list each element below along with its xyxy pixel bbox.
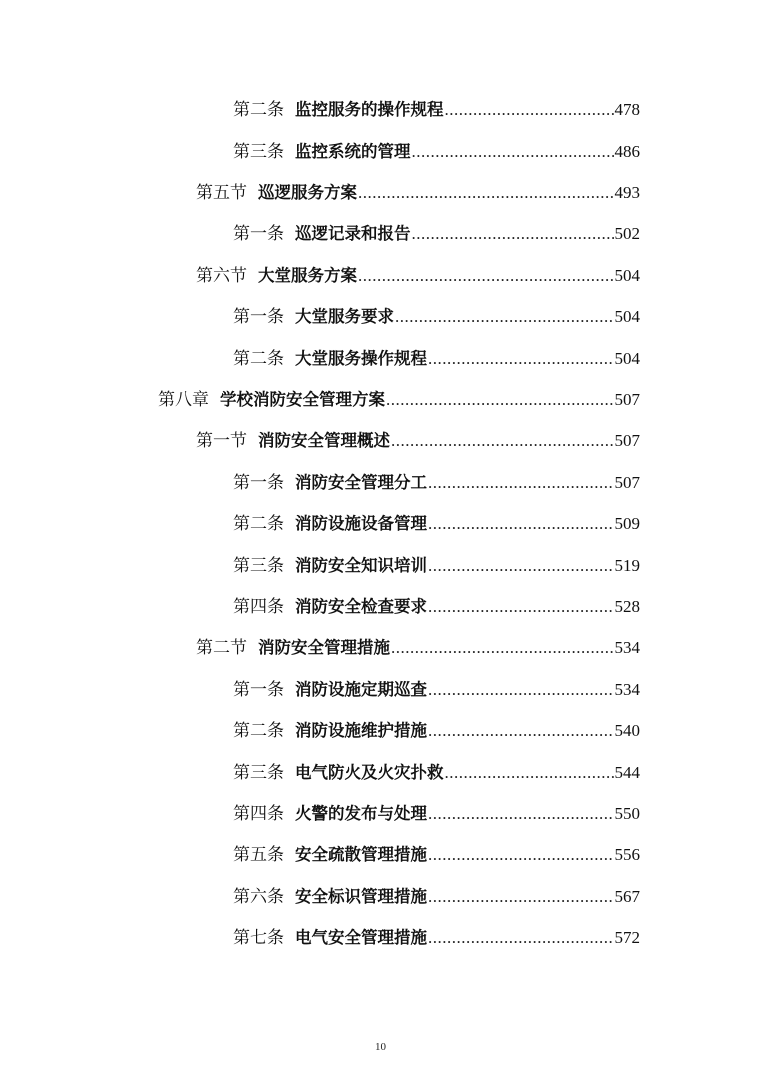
toc-entry <box>233 761 640 785</box>
toc-entry-number: 第一节 <box>196 431 247 451</box>
toc-entry-page: 504 <box>614 307 640 326</box>
toc-entry <box>233 595 640 619</box>
toc-entry-number: 第一条 <box>233 473 284 493</box>
toc-entry-number: 第三条 <box>233 142 284 162</box>
toc-entry-number: 第三条 <box>233 763 284 783</box>
toc-entry-title: 消防安全管理概述 <box>258 431 390 450</box>
toc-entry-page: 519 <box>614 556 640 575</box>
toc-entry-page: 572 <box>614 928 640 947</box>
toc-entry <box>233 885 640 909</box>
toc-entry-page: 507 <box>614 431 640 450</box>
toc-entry-title: 消防安全知识培训 <box>295 556 427 575</box>
toc-dot-leader <box>412 222 614 246</box>
toc-entry-number: 第五条 <box>233 845 284 865</box>
toc-dot-leader <box>428 347 614 371</box>
toc-entry-page: 507 <box>614 390 640 409</box>
toc-dot-leader <box>428 471 614 495</box>
toc-entry-page: 502 <box>614 224 640 243</box>
toc-entry-page: 507 <box>614 473 640 492</box>
toc-dot-leader <box>445 761 614 785</box>
toc-entry <box>233 98 640 122</box>
toc-entry-title: 学校消防安全管理方案 <box>220 390 385 409</box>
toc-entry <box>233 140 640 164</box>
toc-entry-number: 第二条 <box>233 514 284 534</box>
toc-entry-title: 电气防火及火灾扑救 <box>295 763 444 782</box>
toc-entry-page: 478 <box>614 100 640 119</box>
toc-dot-leader <box>428 885 614 909</box>
toc-entry <box>233 471 640 495</box>
toc-entry <box>233 843 640 867</box>
toc-entry-number: 第六节 <box>196 266 247 286</box>
toc-entry-page: 550 <box>614 804 640 823</box>
toc-dot-leader <box>386 388 614 412</box>
toc-entry-page: 534 <box>614 638 640 657</box>
toc-dot-leader <box>428 678 614 702</box>
toc-entry <box>233 554 640 578</box>
toc-entry-title: 大堂服务要求 <box>295 307 394 326</box>
toc-entry-number: 第一条 <box>233 224 284 244</box>
toc-dot-leader <box>358 264 614 288</box>
toc-entry <box>158 388 640 412</box>
toc-entry <box>233 678 640 702</box>
toc-entry-page: 540 <box>614 721 640 740</box>
toc-entry-number: 第八章 <box>158 390 209 410</box>
toc-dot-leader <box>445 98 614 122</box>
toc-entry-title: 消防设施维护措施 <box>295 721 427 740</box>
toc-entry-number: 第三条 <box>233 556 284 576</box>
toc-entry-title: 消防安全管理分工 <box>295 473 427 492</box>
toc-entry-number: 第二条 <box>233 721 284 741</box>
toc-entry-title: 消防设施定期巡查 <box>295 680 427 699</box>
toc-entry-title: 巡逻记录和报告 <box>295 224 411 243</box>
toc-entry-page: 504 <box>614 266 640 285</box>
toc-dot-leader <box>428 595 614 619</box>
toc-dot-leader <box>428 512 614 536</box>
toc-entry-page: 493 <box>614 183 640 202</box>
toc-entry-number: 第二条 <box>233 100 284 120</box>
toc-entry-page: 486 <box>614 142 640 161</box>
toc-entry <box>233 802 640 826</box>
toc-entry-title: 监控系统的管理 <box>295 142 411 161</box>
toc-entry-number: 第六条 <box>233 887 284 907</box>
toc-entry-page: 567 <box>614 887 640 906</box>
toc-entry-number: 第一条 <box>233 307 284 327</box>
toc-entry-number: 第二节 <box>196 638 247 658</box>
toc-dot-leader <box>391 429 614 453</box>
toc-entry-title: 消防设施设备管理 <box>295 514 427 533</box>
toc-entry-number: 第四条 <box>233 804 284 824</box>
toc-entry <box>233 719 640 743</box>
toc-dot-leader <box>428 802 614 826</box>
toc-entry-title: 大堂服务方案 <box>258 266 357 285</box>
toc-entry-page: 534 <box>614 680 640 699</box>
toc-entry <box>233 347 640 371</box>
toc-entry-title: 安全疏散管理措施 <box>295 845 427 864</box>
toc-entry-title: 消防安全管理措施 <box>258 638 390 657</box>
toc-entry-number: 第二条 <box>233 349 284 369</box>
toc-entry <box>196 264 640 288</box>
toc-entry-title: 安全标识管理措施 <box>295 887 427 906</box>
toc-dot-leader <box>428 554 614 578</box>
toc-entry-title: 监控服务的操作规程 <box>295 100 444 119</box>
toc-entry-title: 大堂服务操作规程 <box>295 349 427 368</box>
toc-entry <box>196 636 640 660</box>
toc-entry-number: 第一条 <box>233 680 284 700</box>
toc-entry-title: 巡逻服务方案 <box>258 183 357 202</box>
toc-entry <box>196 429 640 453</box>
toc-entry <box>196 181 640 205</box>
toc-dot-leader <box>412 140 614 164</box>
toc-dot-leader <box>358 181 614 205</box>
toc-entry-page: 528 <box>614 597 640 616</box>
toc-dot-leader <box>428 719 614 743</box>
toc-entry <box>233 305 640 329</box>
toc-dot-leader <box>395 305 614 329</box>
toc-dot-leader <box>428 926 614 950</box>
toc-dot-leader <box>428 843 614 867</box>
toc-entry-number: 第四条 <box>233 597 284 617</box>
toc-entry-number: 第七条 <box>233 928 284 948</box>
toc-entry-title: 火警的发布与处理 <box>295 804 427 823</box>
toc-entry <box>233 222 640 246</box>
toc-entry-page: 504 <box>614 349 640 368</box>
toc-entry <box>233 926 640 950</box>
toc-dot-leader <box>391 636 614 660</box>
page-number: 10 <box>375 1041 386 1053</box>
toc-entry-title: 电气安全管理措施 <box>295 928 427 947</box>
toc-entry-title: 消防安全检查要求 <box>295 597 427 616</box>
toc-entry-page: 556 <box>614 845 640 864</box>
toc-entry-page: 509 <box>614 514 640 533</box>
toc-entry-page: 544 <box>614 763 640 782</box>
toc-entry <box>233 512 640 536</box>
toc-entry-number: 第五节 <box>196 183 247 203</box>
